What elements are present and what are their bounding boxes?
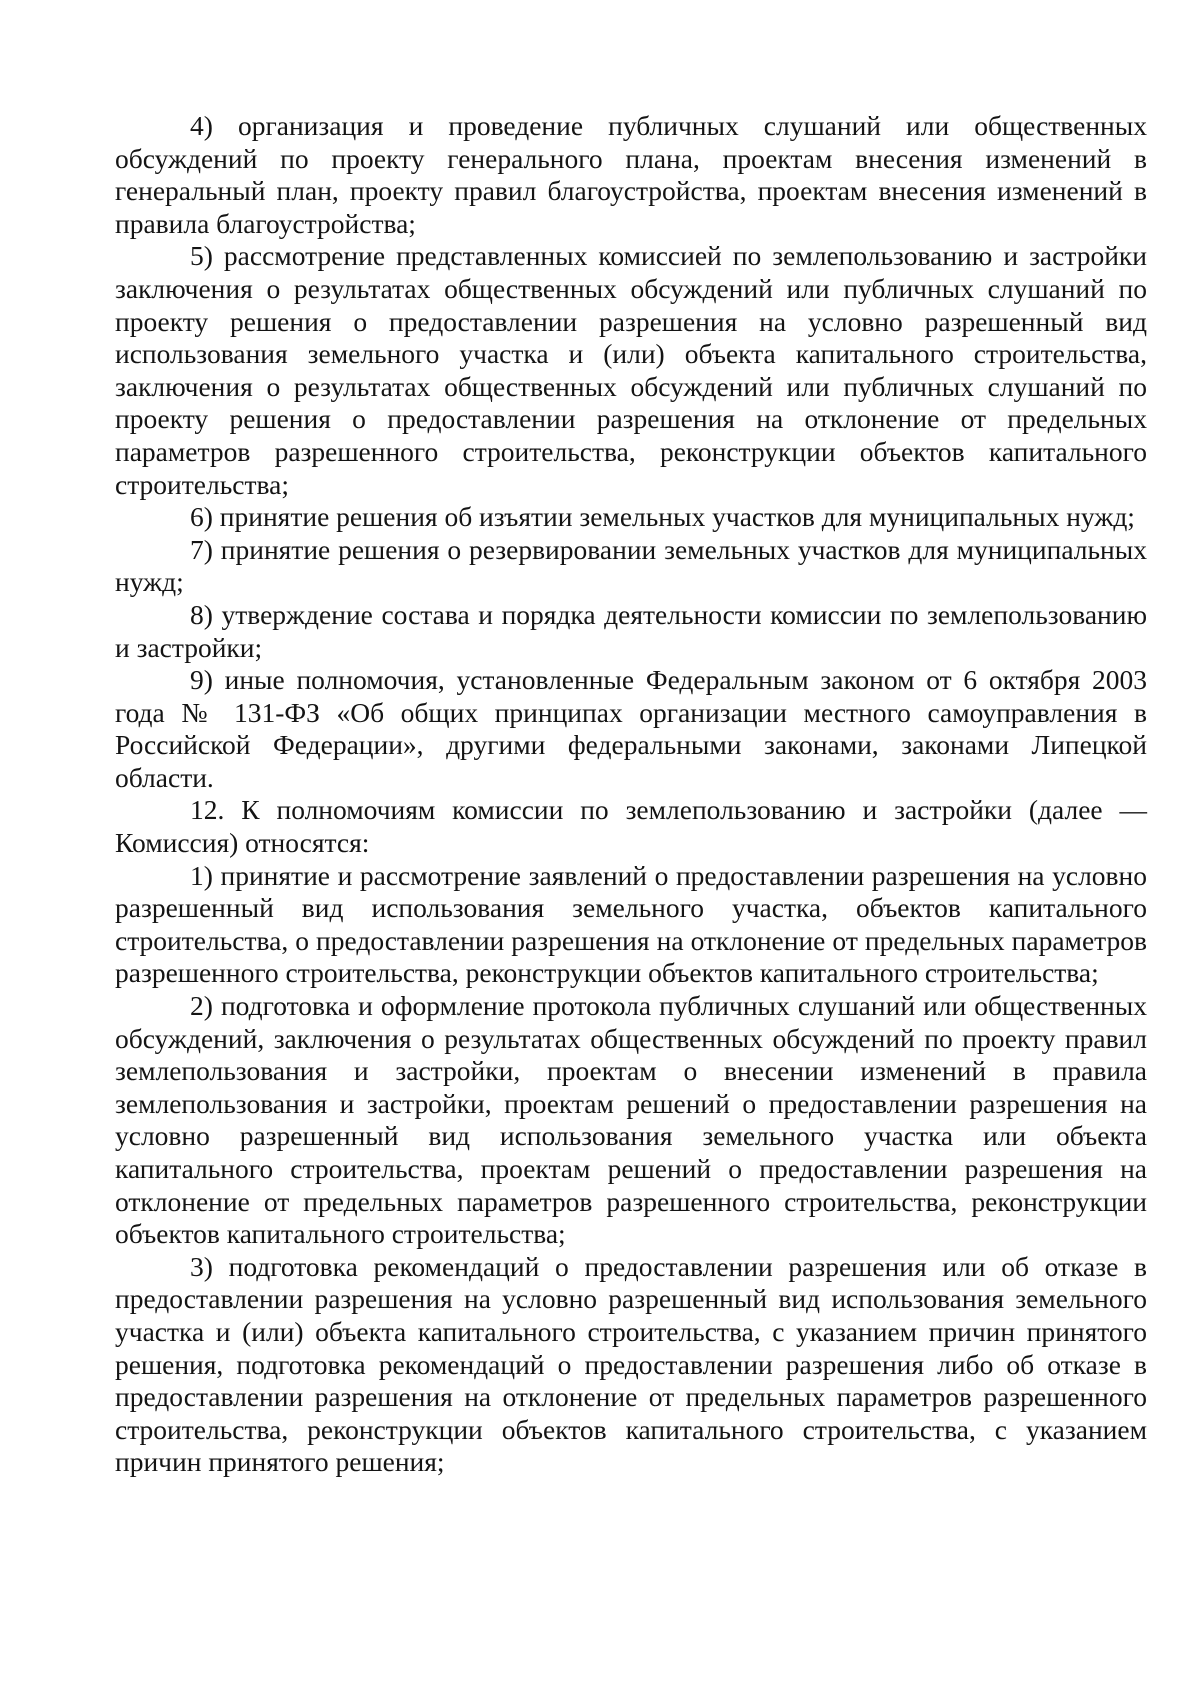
paragraph-commission-item-1: 1) принятие и рассмотрение заявлений о предоставлении разрешения на условно разрешенный вид использования земельного участка, объектов капитального строительства, о предоставлении разрешения на отклонение от предельных параметров разрешенного строительства, реконструкции объектов капитального строительства; [115,859,1147,989]
paragraph-commission-item-3: 3) подготовка рекомендаций о предоставлении разрешения или об отказе в предоставлении разрешения на условно разрешенный вид использования земельного участка и (или) объекта капитального строительства, с указанием причин принятого решения, подготовка рекомендаций о предоставлении разрешения либо об отказе в предоставлении разрешения на отклонение от предельных параметров разрешенного строительства, реконструкции объектов капитального строительства, с указанием причин принятого решения; [115,1250,1147,1478]
paragraph-item-9: 9) иные полномочия, установленные Федеральным законом от 6 октября 2003 года № 131-ФЗ «Об общих принципах организации местного самоуправления в Российской Федерации», другими федеральными законами, законами Липецкой области. [115,664,1147,793]
paragraph-item-8: 8) утверждение состава и порядка деятельности комиссии по землепользованию и застройки; [115,598,1147,663]
paragraph-item-7: 7) принятие решения о резервировании земельных участков для муниципальных нужд; [115,533,1147,598]
document-page [115,110,1147,1479]
paragraph-item-5: 5) рассмотрение представленных комиссией по землепользованию и застройки заключения о результатах общественных обсуждений или публичных слушаний по проекту решения о предоставлении разрешения на условно разрешенный вид использования земельного участка и (или) объекта капитального строительства, заключения о результатах общественных обсуждений или публичных слушаний по проекту решения о предоставлении разрешения на отклонение от предельных параметров разрешенного строительства, реконструкции объектов капитального строительства; [115,240,1147,500]
paragraph-commission-item-2: 2) подготовка и оформление протокола публичных слушаний или общественных обсуждений, заключения о результатах общественных обсуждений по проекту правил землепользования и застройки, проектам о внесении изменений в правила землепользования и застройки, проектам решений о предоставлении разрешения на условно разрешенный вид использования земельного участка или объекта капитального строительства, проектам решений о предоставлении разрешения на отклонение от предельных параметров разрешенного строительства, реконструкции объектов капитального строительства; [115,990,1147,1250]
paragraph-item-6: 6) принятие решения об изъятии земельных участков для муниципальных нужд; [190,501,1135,533]
paragraph-section-12: 12. К полномочиям комиссии по землепользованию и застройки (далее — Комиссия) относятся: [115,794,1147,859]
paragraph-item-4: 4) организация и проведение публичных слушаний или общественных обсуждений по проекту генерального плана, проектам внесения изменений в генеральный план, проекту правил благоустройства, проектам внесения изменений в правила благоустройства; [115,110,1147,239]
